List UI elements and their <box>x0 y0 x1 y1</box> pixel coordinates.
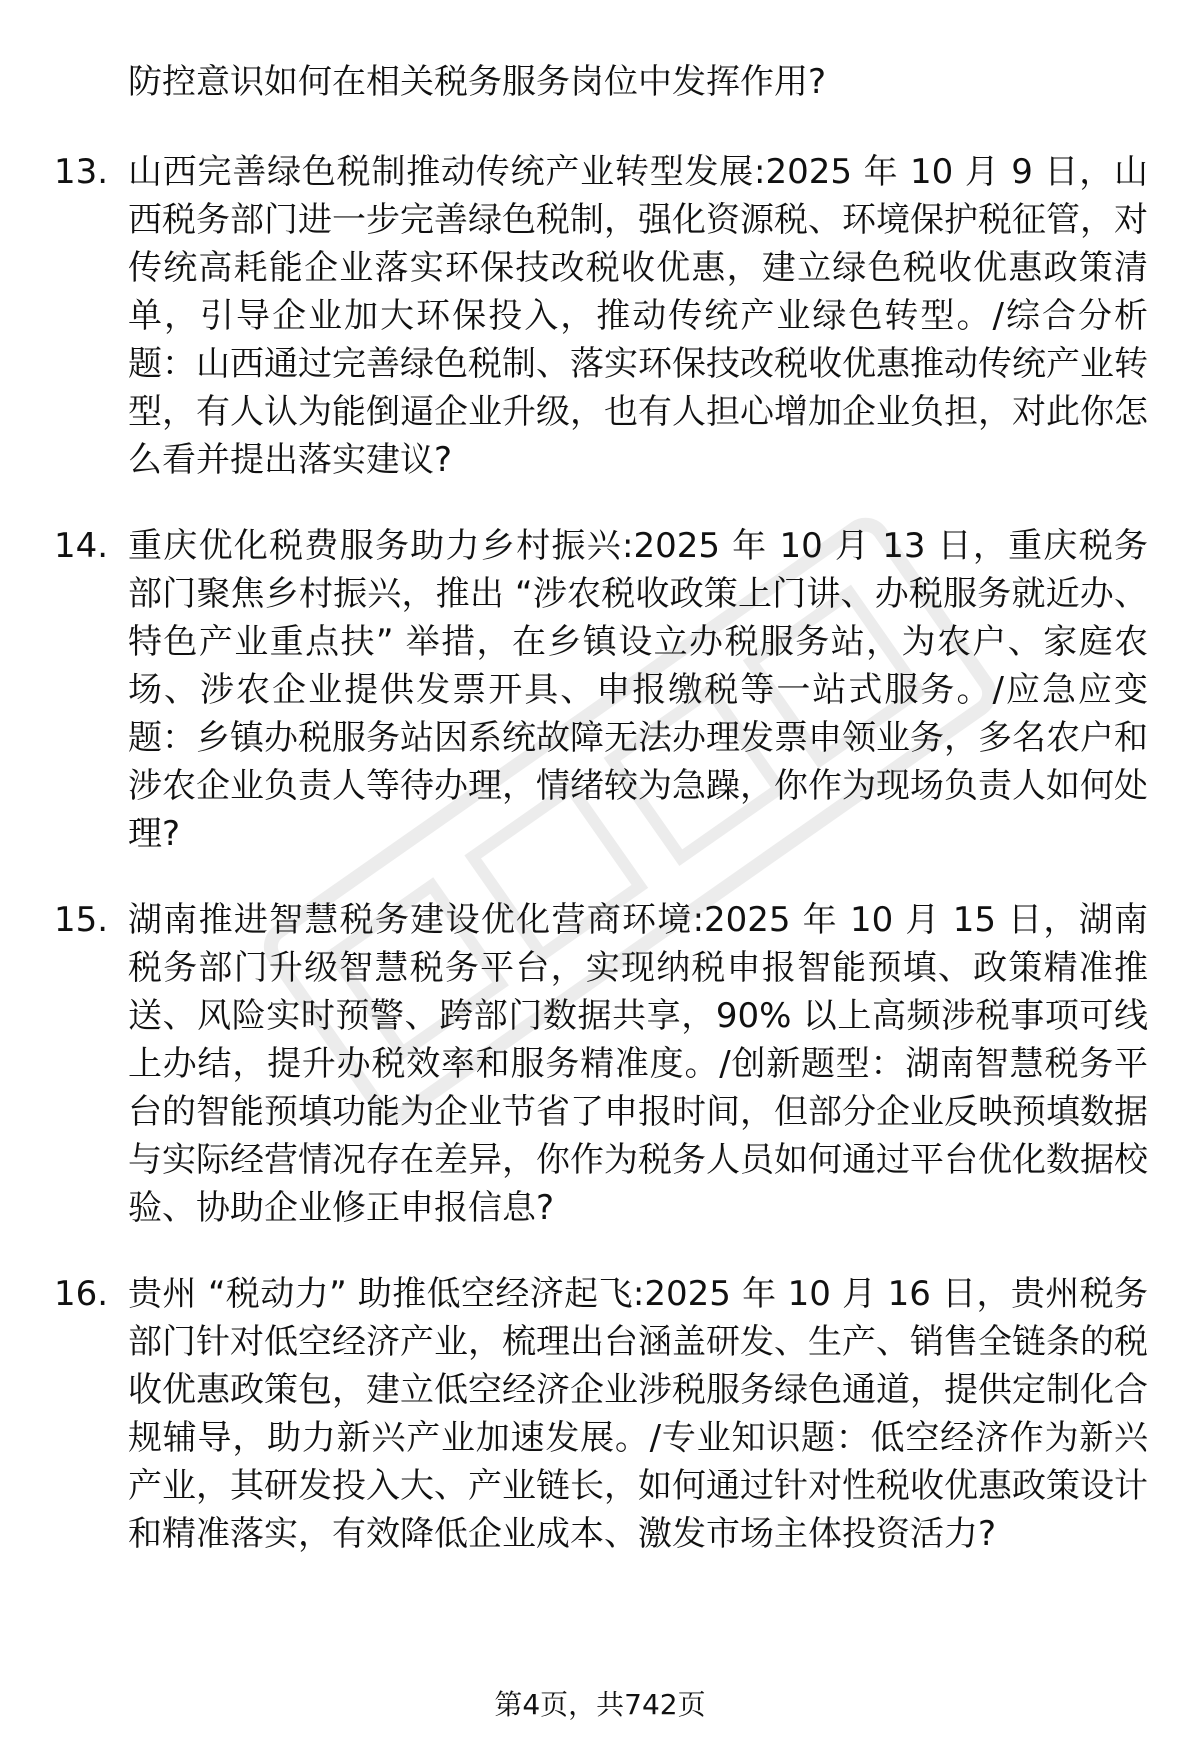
item-text: 湖南推进智慧税务建设优化营商环境:2025 年 10 月 15 日，湖南税务部门升级智慧税务平台，实现纳税申报智能预填、政策精准推送、风险实时预警、跨部门数据共享，90% 以上高频涉税事项可线上办结，提升办税效率和服务精准度。/创新题型：湖南智慧税务平台的智能预填功能为企业节省了申报时间，但部分企业反映预填数据与实际经营情况存在差异，你作为税务人员如何通过平台优化数据校验、协助企业修正申报信息? <box>128 900 1148 1228</box>
item-text: 贵州 “税动力” 助推低空经济起飞:2025 年 10 月 16 日，贵州税务部门针对低空经济产业，梳理出台涵盖研发、生产、销售全链条的税收优惠政策包，建立低空经济企业涉税服务绿色通道，提供定制化合规辅导，助力新兴产业加速发展。/专业知识题：低空经济作为新兴产业，其研发投入大、产业链长，如何通过针对性税收优惠政策设计和精准落实，有效降低企业成本、激发市场主体投资活力? <box>128 1274 1148 1554</box>
item-number: 16. <box>54 1274 109 1314</box>
continuation-text: 防控意识如何在相关税务服务岗位中发挥作用? <box>128 62 827 102</box>
list-item <box>0 148 1200 484</box>
item-text: 重庆优化税费服务助力乡村振兴:2025 年 10 月 13 日，重庆税务部门聚焦乡村振兴，推出 “涉农税收政策上门讲、办税服务就近办、特色产业重点扶” 举措，在乡镇设立办税服务站，为农户、家庭农场、涉农企业提供发票开具、申报缴税等一站式服务。/应急应变题：乡镇办税服务站因系统故障无法办理发票申领业务，多名农户和涉农企业负责人等待办理，情绪较为急躁，你作为现场负责人如何处理? <box>128 526 1148 854</box>
list-item <box>0 1270 1200 1558</box>
item-number: 14. <box>54 526 109 566</box>
question-list <box>0 148 1200 1596</box>
list-item <box>0 896 1200 1232</box>
page-footer: 第4页，共742页 <box>494 1688 706 1721</box>
item-number: 13. <box>54 152 109 192</box>
item-number: 15. <box>54 900 109 940</box>
item-text: 山西完善绿色税制推动传统产业转型发展:2025 年 10 月 9 日，山西税务部门进一步完善绿色税制，强化资源税、环境保护税征管，对传统高耗能企业落实环保技改税收优惠，建立绿色税收优惠政策清单，引导企业加大环保投入，推动传统产业绿色转型。/综合分析题：山西通过完善绿色税制、落实环保技改税收优惠推动传统产业转型，有人认为能倒逼企业升级，也有人担心增加企业负担，对此你怎么看并提出落实建议? <box>128 152 1148 480</box>
list-item <box>0 522 1200 858</box>
